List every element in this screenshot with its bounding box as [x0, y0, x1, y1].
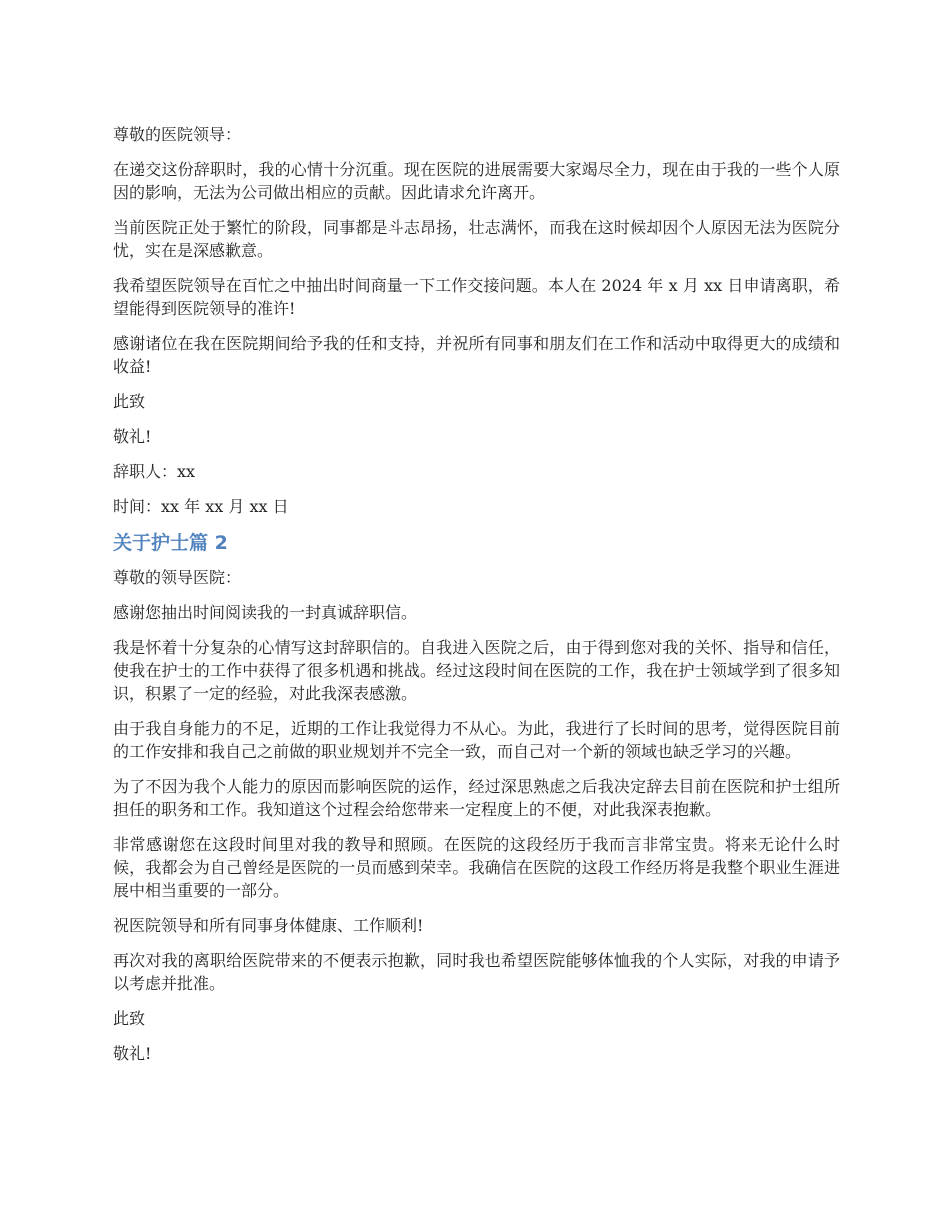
letter2-closing: 此致 — [113, 1009, 146, 1028]
document-page — [113, 123, 840, 1077]
letter2-paragraph: 感谢您抽出时间阅读我的一封真诚辞职信。 — [113, 603, 418, 622]
letter1-paragraph: 当前医院正处于繁忙的阶段，同事都是斗志昂扬，壮志满怀，而我在这时候却因个人原因无法为医院分忧，实在是深感歉意。 — [113, 218, 840, 260]
section-heading: 关于护士篇 2 — [113, 532, 228, 554]
letter2-regards: 敬礼! — [113, 1044, 152, 1063]
letter2-paragraph: 非常感谢您在这段时间里对我的教导和照顾。在医院的这段经历于我而言非常宝贵。将来无论什么时候，我都会为自己曾经是医院的一员而感到荣幸。我确信在医院的这段工作经历将是我整个职业生涯进展中相当重要的一部分。 — [113, 835, 840, 900]
letter1-date: 时间：xx 年 xx 月 xx 日 — [113, 497, 289, 516]
letter2-paragraph: 祝医院领导和所有同事身体健康、工作顺利! — [113, 916, 424, 935]
letter2-paragraph: 再次对我的离职给医院带来的不便表示抱歉，同时我也希望医院能够体恤我的个人实际，对我的申请予以考虑并批准。 — [113, 951, 840, 993]
letter2-salutation: 尊敬的领导医院： — [113, 568, 242, 587]
letter1-paragraph: 在递交这份辞职时，我的心情十分沉重。现在医院的进展需要大家竭尽全力，现在由于我的一些个人原因的影响，无法为公司做出相应的贡献。因此请求允许离开。 — [113, 160, 840, 202]
letter1-paragraph: 我希望医院领导在百忙之中抽出时间商量一下工作交接问题。本人在 2024 年 x 月 xx 日申请离职，希望能得到医院领导的准许! — [113, 276, 840, 318]
letter1-regards: 敬礼! — [113, 427, 152, 446]
letter2-paragraph: 为了不因为我个人能力的原因而影响医院的运作，经过深思熟虑之后我决定辞去目前在医院和护士组所担任的职务和工作。我知道这个过程会给您带来一定程度上的不便，对此我深表抱歉。 — [113, 777, 840, 819]
letter1-salutation: 尊敬的医院领导： — [113, 125, 242, 144]
letter2-paragraph: 我是怀着十分复杂的心情写这封辞职信的。自我进入医院之后，由于得到您对我的关怀、指导和信任，使我在护士的工作中获得了很多机遇和挑战。经过这段时间在医院的工作，我在护士领域学到了很多知识，积累了一定的经验，对此我深表感激。 — [113, 638, 840, 703]
letter1-signer: 辞职人：xx — [113, 462, 196, 481]
letter2-paragraph: 由于我自身能力的不足，近期的工作让我觉得力不从心。为此，我进行了长时间的思考，觉得医院目前的工作安排和我自己之前做的职业规划并不完全一致，而自己对一个新的领域也缺乏学习的兴趣。 — [113, 719, 840, 761]
letter1-closing: 此致 — [113, 392, 146, 411]
letter1-paragraph: 感谢诸位在我在医院期间给予我的任和支持，并祝所有同事和朋友们在工作和活动中取得更大的成绩和收益! — [113, 334, 840, 376]
